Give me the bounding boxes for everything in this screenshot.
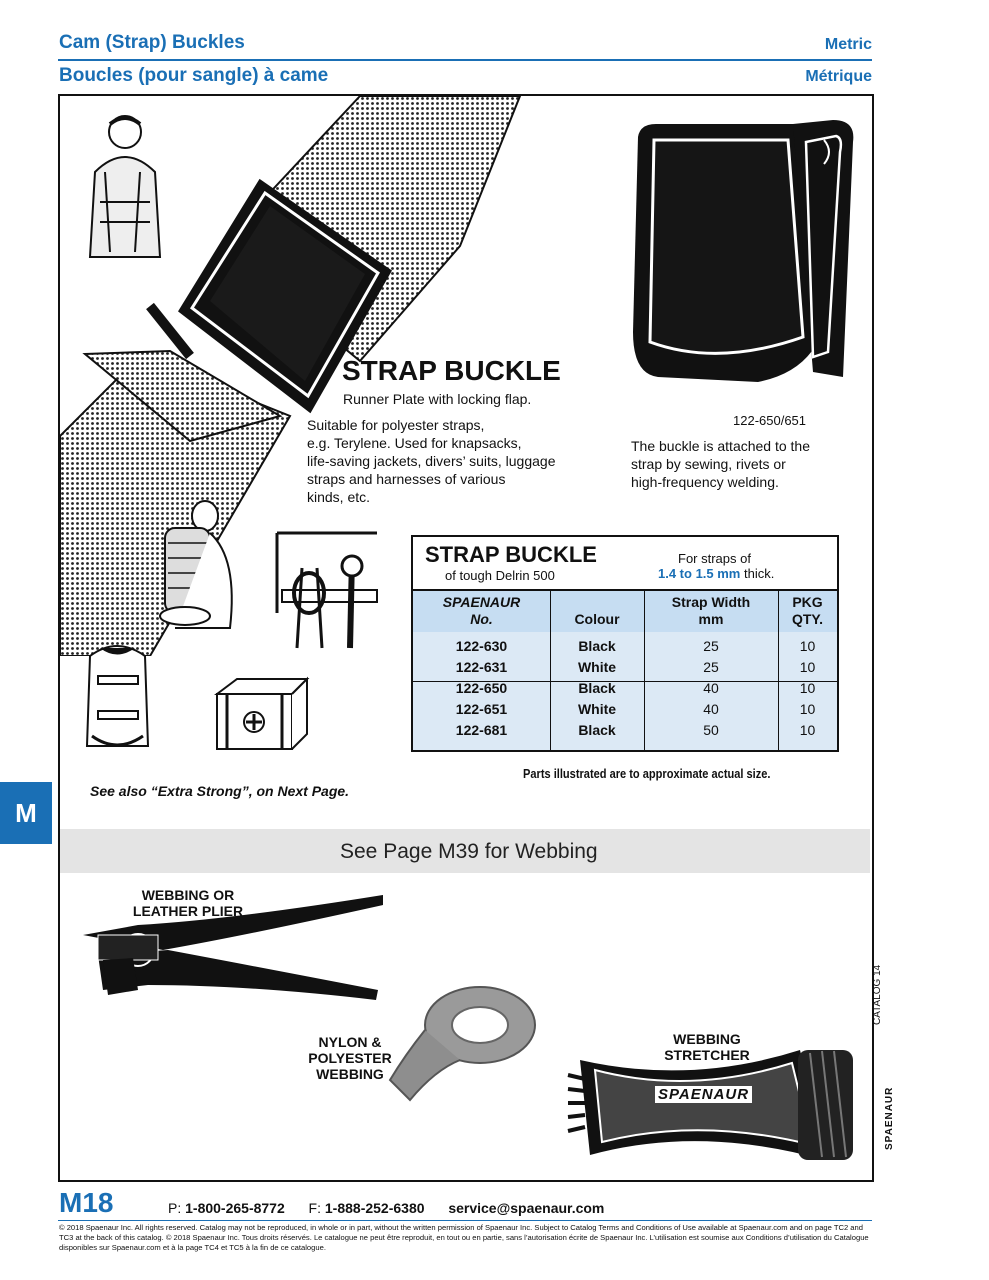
buckle-122-650-illustration [628, 112, 860, 397]
cell-pkg-qty: 10 [799, 701, 816, 717]
table-note [658, 566, 774, 581]
cell-pkg-qty: 10 [799, 722, 816, 738]
first-aid-box-illustration [212, 664, 312, 759]
cell-colour: Black [578, 722, 616, 738]
cell-strap-width: 25 [703, 659, 719, 675]
cell-pkg-qty: 10 [799, 659, 816, 675]
column-header-colour [550, 594, 644, 628]
description-line: e.g. Terylene. Used for knapsacks, [307, 435, 522, 451]
footer-contact [168, 1200, 604, 1216]
column-header-line: SPAENAUR [442, 594, 521, 610]
description-line: Suitable for polyester straps, [307, 417, 485, 433]
table-note-prefix: For straps of [678, 551, 751, 566]
product-description [307, 416, 556, 506]
description-line: kinds, etc. [307, 489, 371, 505]
description-line: straps and harnesses of various [307, 471, 506, 487]
table-row [413, 680, 837, 701]
page-number: M18 [59, 1187, 114, 1218]
header-rule-top [58, 59, 872, 61]
column-header-spaenaur-no [413, 594, 550, 628]
column-header-line: Strap Width [671, 594, 751, 610]
table-row [413, 722, 837, 743]
legal-text [59, 1223, 875, 1253]
stretcher-label-line: STRETCHER [664, 1047, 750, 1063]
page-title-fr: Boucles (pour sangle) à came [59, 65, 329, 86]
table-header-row [413, 589, 837, 634]
cell-colour: Black [578, 638, 616, 654]
table-title: STRAP BUCKLE [425, 542, 597, 567]
footer-rule [58, 1220, 872, 1221]
attach-note-line: high-frequency welding. [631, 474, 779, 490]
section-tab [0, 782, 52, 844]
table-subtitle: of tough Delrin 500 [445, 568, 555, 583]
cell-part-no: 122-630 [455, 638, 508, 654]
page-title-en: Cam (Strap) Buckles [59, 32, 245, 53]
plier-label-line: WEBBING OR [141, 887, 235, 903]
product-heading: STRAP BUCKLE [342, 355, 561, 386]
metric-label-fr: Métrique [805, 68, 872, 85]
column-header-line [550, 594, 644, 611]
table-caption: Parts illustrated are to approximate actual size. [523, 766, 771, 781]
column-header-strap-width [644, 594, 778, 628]
stretcher-label-line: WEBBING [673, 1031, 741, 1047]
cell-part-no: 122-651 [455, 701, 508, 717]
column-divider [550, 589, 551, 750]
stretcher-brand: SPAENAUR [655, 1086, 752, 1103]
strap-buckle-table [411, 535, 839, 752]
webbing-banner-text: See Page M39 for Webbing [340, 840, 598, 863]
table-row [413, 701, 837, 722]
see-also-note: See also “Extra Strong”, on Next Page. [90, 783, 350, 799]
webbing-stretcher-illustration [560, 1045, 860, 1165]
cell-part-no: 122-681 [455, 722, 508, 738]
column-header-line: No. [470, 611, 493, 627]
webbing-banner [60, 829, 870, 873]
cell-colour: Black [578, 680, 616, 696]
phone-label: P: [168, 1200, 182, 1216]
fax-label: F: [308, 1200, 321, 1216]
table-row [413, 638, 837, 659]
cell-pkg-qty: 10 [799, 680, 816, 696]
cell-part-no: 122-650 [455, 680, 508, 696]
column-divider [644, 589, 645, 750]
column-divider [778, 589, 779, 750]
column-header-line: Colour [574, 611, 620, 627]
attach-note-line: The buckle is attached to the [631, 438, 810, 454]
side-brand-text: SPAENAUR [884, 1086, 895, 1150]
side-catalog-text: CATALOG 14 [872, 964, 883, 1025]
webbing-label-line: WEBBING [316, 1066, 384, 1082]
table-row [413, 659, 837, 680]
attach-note [631, 437, 810, 491]
metric-label-en: Metric [824, 36, 872, 53]
fax-number: 1-888-252-6380 [324, 1200, 425, 1216]
column-header-pkg-qty [778, 594, 837, 628]
cell-strap-width: 50 [703, 722, 719, 738]
webbing-plier-illustration [78, 890, 388, 1005]
legal-text-fr: © 2018 Spaenaur Inc. Tous droits réservés. Le catalogue ne peut être reproduit, en tout ou en partie, sans l’autorisation écrite de Spaenaur Inc. L’utilisation est soumise aux Conditions d’utilisation du Catalogue disponibles sur Spaenaur.com et à la page TC4 et TC5 à la fin de ce catalogue. [59, 1233, 869, 1252]
life-jacket-illustration [80, 636, 155, 756]
webbing-label-line: POLYESTER [308, 1050, 392, 1066]
column-header-line: PKG [792, 594, 823, 610]
plier-label-line: LEATHER PLIER [132, 903, 244, 919]
cell-part-no: 122-631 [455, 659, 508, 675]
description-line: life-saving jackets, divers’ suits, luggage [307, 453, 556, 469]
column-header-line: QTY. [791, 611, 824, 627]
table-note-value: 1.4 to 1.5 mm [658, 566, 741, 581]
cell-colour: White [577, 659, 617, 675]
legal-text-en: © 2018 Spaenaur Inc. All rights reserved. Catalog may not be reproduced, in whole or in part, without the written permission of Spaenaur Inc. Subject to Catalog Terms and Conditions of Use available at Spaenaur.com and on page TC2 and TC3 at the back of this catalog. [59, 1223, 863, 1242]
cell-strap-width: 25 [703, 638, 719, 654]
cell-strap-width: 40 [703, 680, 719, 696]
phone-number: 1-800-265-8772 [185, 1200, 285, 1216]
part-reference: 122-650/651 [733, 413, 807, 428]
webbing-label-line: NYLON & [318, 1034, 382, 1050]
table-body [413, 632, 837, 750]
email-link[interactable]: service@spaenaur.com [448, 1200, 605, 1216]
cell-colour: White [577, 701, 617, 717]
harness-person-illustration [80, 112, 170, 262]
attach-note-line: strap by sewing, rivets or [631, 456, 786, 472]
column-header-line: mm [698, 611, 724, 627]
section-tab-letter: M [15, 798, 37, 828]
cell-strap-width: 40 [703, 701, 719, 717]
table-note-suffix: thick. [744, 566, 775, 581]
tool-rack-illustration [272, 528, 382, 653]
webbing-roll-illustration [385, 975, 545, 1110]
cell-pkg-qty: 10 [799, 638, 816, 654]
backpack-person-illustration [150, 498, 242, 638]
product-subheading: Runner Plate with locking flap. [343, 391, 532, 407]
